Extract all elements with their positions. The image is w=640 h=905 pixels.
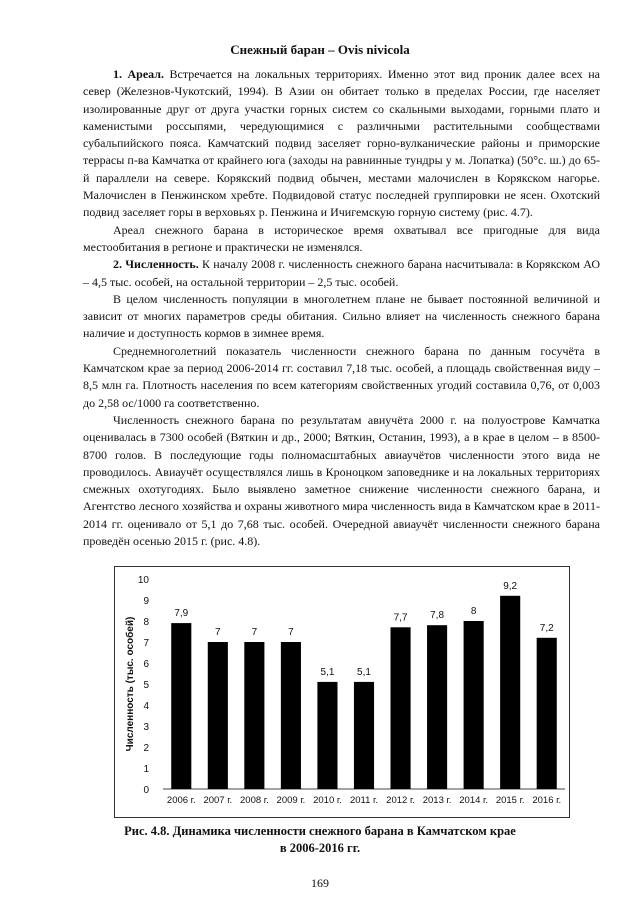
paragraph-5-text: Среднемноголетний показатель численности снежного барана по данным госучёта в Камчатском крае за период 2006-2014 гг. составил 7,18 тыс. особей, а площадь свойственная виду – 8,5 млн га. Плотность населения по всем категориям свойственных угодий составила 0,76, от 0,003 до 2,58 ос/1000 га соответственно. — [83, 343, 600, 410]
x-tick-label: 2016 г. — [532, 795, 562, 806]
data-label: 7,2 — [539, 622, 554, 634]
x-tick-label: 2010 г. — [313, 795, 342, 806]
data-label: 8 — [470, 606, 477, 617]
bar — [500, 596, 520, 789]
paragraph-5 — [83, 343, 600, 412]
article-body — [83, 66, 600, 550]
y-tick-label: 6 — [143, 659, 149, 670]
y-tick-label: 3 — [143, 722, 149, 733]
paragraph-3 — [83, 256, 600, 291]
data-label: 7,9 — [174, 608, 189, 620]
x-tick-label: 2007 г. — [203, 795, 233, 806]
figure-caption-line-2: в 2006-2016 гг. — [279, 841, 361, 855]
y-tick-label: 4 — [143, 701, 149, 712]
data-label: 5,1 — [320, 666, 335, 678]
bar — [537, 638, 557, 789]
data-label: 7 — [288, 627, 294, 638]
bar — [317, 682, 337, 789]
paragraph-4-text: В целом численность популяции в многолетнем плане не бывает постоянной величиной и зависит от многих параметров среды обитания. Сильно влияет на численность снежного барана наличие и доступность кормов в зимнее время. — [83, 291, 600, 341]
paragraph-6-text: Численность снежного барана по результатам авиучёта 2000 г. на полуострове Камчатка оценивалась в 7300 особей (Вяткин и др., 2000; Вяткин, Останин, 1993), а в крае в целом – в 8500-8700 голов. В последующие годы полномасштабных авиаучётов численности этого вида не проводилось. Авиаучёт осуществлялся лишь в Кроноцком заповеднике и на локальных территориях смежных охотугодиях. Было выявлено заметное снижение численности снежного барана, и Агентство лесного хозяйства и охраны животного мира численность вида в Камчатском крае в 2011-2014 гг. оценивало от 5,1 до 7,68 тыс. особей. Очередной авиаучёт численности снежного барана проведён осенью 2015 г. (рис. 4.8). — [83, 412, 600, 549]
figure-caption-line-1: Рис. 4.8. Динамика численности снежного барана в Камчатском крае — [124, 824, 516, 838]
bar — [171, 623, 191, 789]
page-title: Снежный баран – Ovis nivicola — [230, 42, 410, 57]
x-tick-label: 2011 г. — [349, 795, 379, 806]
y-tick-label: 2 — [143, 743, 149, 754]
paragraph-3-text: К началу 2008 г. численность снежного барана насчитывала: в Корякском АО – 4,5 тыс. особей, на остальной территории – 2,5 тыс. особей. — [83, 257, 601, 289]
paragraph-3-lead: 2. Численность. — [113, 257, 199, 272]
bar — [281, 642, 301, 789]
x-tick-label: 2012 г. — [386, 795, 415, 806]
paragraph-4 — [83, 291, 600, 343]
bar — [244, 642, 264, 789]
y-tick-label: 1 — [143, 764, 149, 775]
y-tick-label: 9 — [143, 596, 149, 607]
data-label: 7 — [215, 627, 221, 638]
y-tick-label: 5 — [143, 680, 149, 691]
y-tick-label: 7 — [143, 638, 149, 649]
paragraph-1-lead: 1. Ареал. — [113, 67, 164, 81]
bar — [208, 642, 228, 789]
x-tick-label: 2008 г. — [240, 795, 269, 806]
y-tick-label: 10 — [137, 575, 149, 586]
y-axis-title: Численность (тыс. особей) — [125, 616, 136, 752]
paragraph-1 — [83, 66, 600, 222]
data-label: 7,7 — [393, 612, 408, 624]
bar — [464, 621, 484, 789]
bar — [427, 625, 447, 789]
x-tick-label: 2015 г. — [495, 795, 525, 806]
paragraph-6 — [83, 412, 600, 550]
chart-canvas — [115, 567, 571, 819]
x-tick-label: 2014 г. — [459, 795, 488, 806]
y-tick-label: 8 — [143, 617, 149, 628]
data-label: 7 — [251, 627, 258, 638]
data-label: 9,2 — [503, 580, 518, 592]
bar — [390, 627, 410, 789]
x-tick-label: 2013 г. — [422, 795, 452, 806]
x-tick-label: 2009 г. — [276, 795, 306, 806]
paragraph-2-text: Ареал снежного барана в историческое время охватывал все пригодные для вида местообитания в регионе и практически не изменялся. — [83, 222, 600, 254]
y-tick-label: 0 — [143, 785, 149, 796]
x-tick-label: 2006 г. — [166, 795, 196, 806]
paragraph-2 — [83, 222, 600, 257]
data-label: 5,1 — [357, 666, 371, 678]
figure-caption — [0, 823, 640, 857]
bar — [354, 682, 374, 789]
data-label: 7,8 — [430, 610, 445, 622]
paragraph-1-text: Встречается на локальных территориях. Именно этот вид проник далее всех на север (Железнов-Чукотский, 1994). В Азии он обитает только в пределах России, где населяет изолированные друг от друга участки горных систем со скальными выходами, горными плато и каменистыми россыпями, чередующимися с различными растительными сообществами субальпийского пояса. Камчатский подвид заселяет горно-вулканические районы и приморские террасы п-ва Камчатка от крайнего юга (заходы на равнинные тундры у м. Лопатка) (50°с. ш.) до 65-й параллели на севере. Корякский подвид обычен, местами малочислен в Корякском нагорье. Малочислен в Пенжинском хребте. Подвидовой статус последней группировки не ясен. Охотский подвид заселяет горы в верховьях р. Пенжина и Ичигемскую горную систему (рис. 4.7). — [83, 67, 600, 220]
page-number: 169 — [311, 876, 329, 890]
population-chart — [114, 566, 570, 818]
